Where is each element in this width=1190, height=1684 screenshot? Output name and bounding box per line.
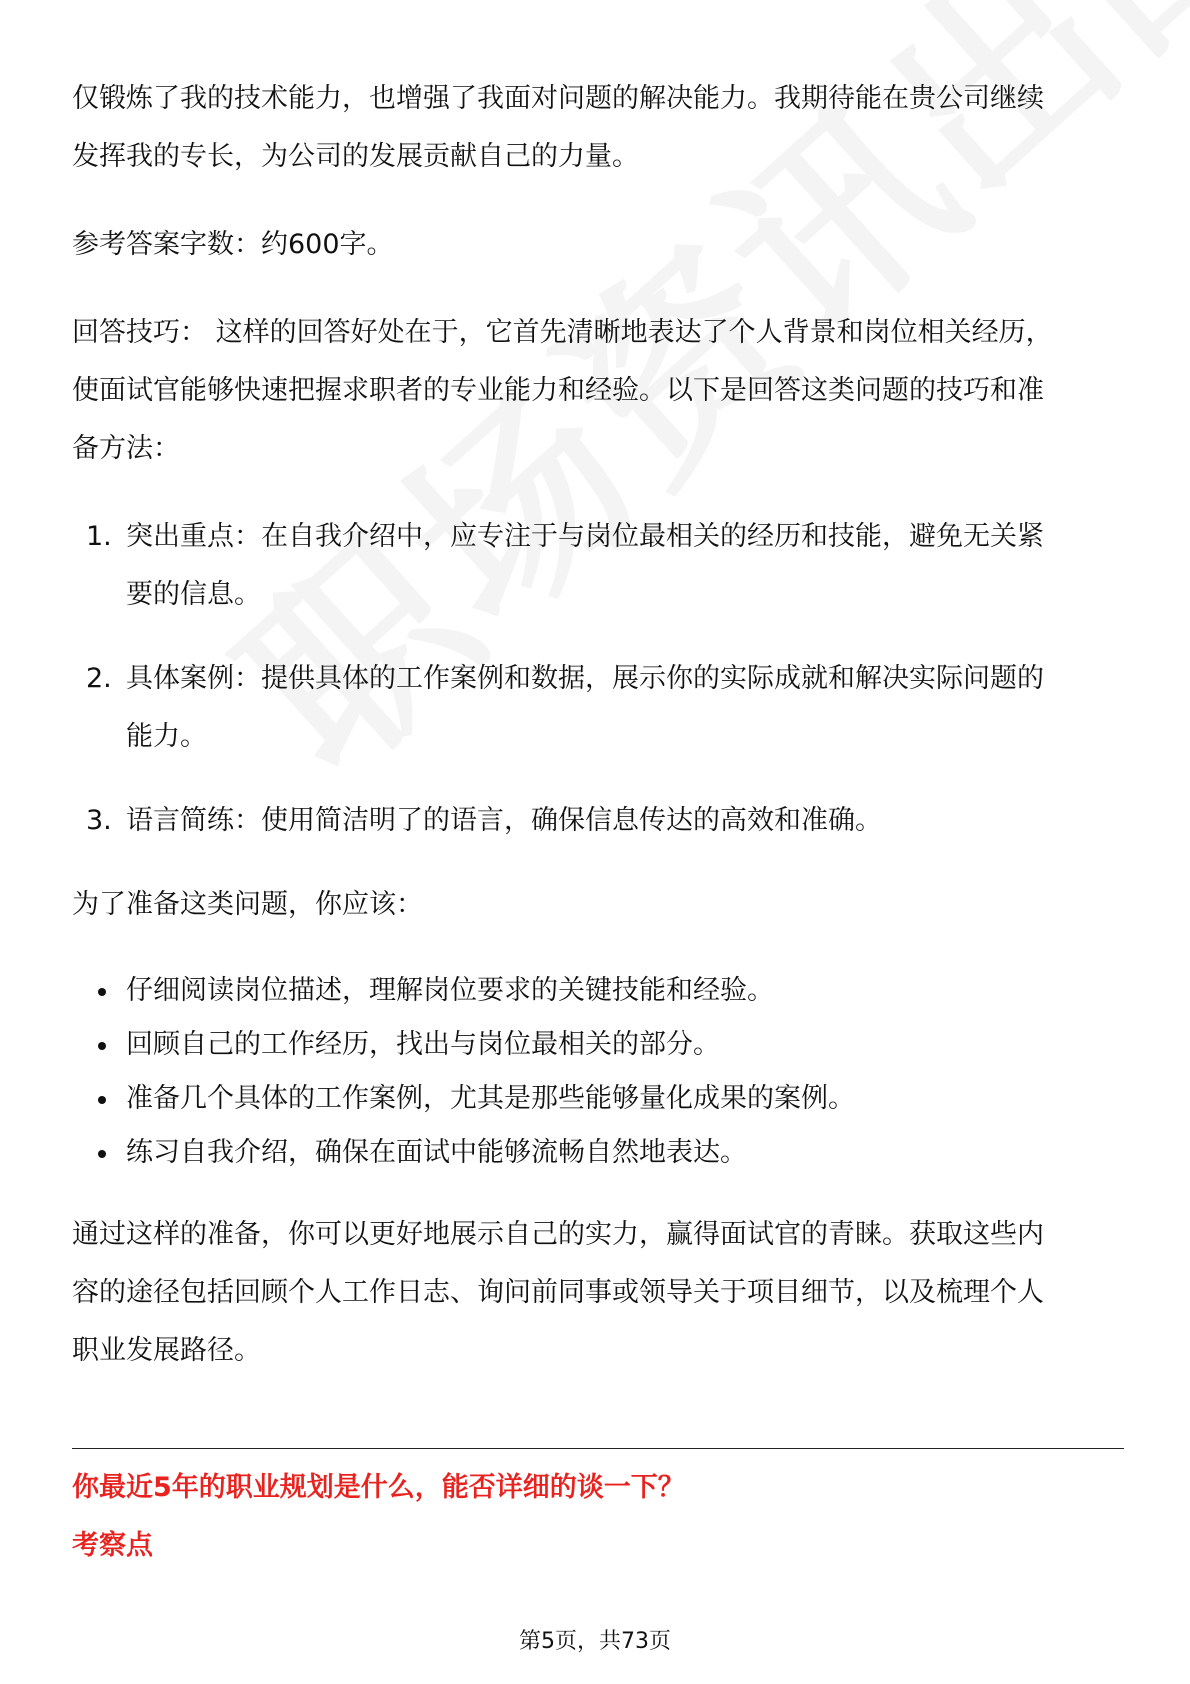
bullet-dot-icon: [98, 1150, 106, 1158]
page-footer: 第5页，共73页: [519, 1629, 671, 1654]
bullet-item: [72, 1018, 1132, 1072]
next-question-subtitle: 考察点: [72, 1530, 153, 1561]
item-number: 1.: [86, 521, 112, 552]
bullet-dot-icon: [98, 988, 106, 996]
numbered-list: [72, 508, 1132, 850]
item-line-1: 语言简练：使用简洁明了的语言，确保信息传达的高效和准确。: [126, 805, 882, 836]
bullet-dot-icon: [98, 1042, 106, 1050]
item-number: 3.: [86, 805, 112, 836]
tips-line-2: 使面试官能够快速把握求职者的专业能力和经验。以下是回答这类问题的技巧和准: [72, 375, 1044, 406]
numbered-item: [72, 650, 1132, 766]
item-line-1: 具体案例：提供具体的工作案例和数据，展示你的实际成就和解决实际问题的: [126, 663, 1044, 694]
bullet-item: [72, 964, 1132, 1018]
numbered-item: [72, 508, 1132, 624]
tips-line-1: 回答技巧： 这样的回答好处在于，它首先清晰地表达了个人背景和岗位相关经历，: [72, 317, 1053, 348]
bullet-item: [72, 1072, 1132, 1126]
section-divider: [72, 1448, 1124, 1449]
bullet-dot-icon: [98, 1096, 106, 1104]
document-body: [72, 70, 1132, 1380]
item-line-2: 要的信息。: [126, 579, 261, 610]
bullet-text: 准备几个具体的工作案例，尤其是那些能够量化成果的案例。: [126, 1083, 855, 1114]
conclusion-line-3: 职业发展路径。: [72, 1335, 261, 1366]
word-count: 参考答案字数：约600字。: [72, 229, 394, 260]
bullet-text: 练习自我介绍，确保在面试中能够流畅自然地表达。: [126, 1137, 747, 1168]
bullet-text: 仔细阅读岗位描述，理解岗位要求的关键技能和经验。: [126, 975, 774, 1006]
bullet-text: 回顾自己的工作经历，找出与岗位最相关的部分。: [126, 1029, 720, 1060]
item-number: 2.: [86, 663, 112, 694]
bullet-item: [72, 1126, 1132, 1180]
bullet-list: [72, 964, 1132, 1180]
next-question-title: 你最近5年的职业规划是什么，能否详细的谈一下？: [72, 1472, 685, 1503]
tips-line-3: 备方法：: [72, 433, 180, 464]
intro-line-2: 发挥我的专长，为公司的发展贡献自己的力量。: [72, 141, 639, 172]
conclusion-line-2: 容的途径包括回顾个人工作日志、询问前同事或领导关于项目细节，以及梳理个人: [72, 1277, 1044, 1308]
item-line-2: 能力。: [126, 721, 207, 752]
conclusion-line-1: 通过这样的准备，你可以更好地展示自己的实力，赢得面试官的青睐。获取这些内: [72, 1219, 1044, 1250]
item-line-1: 突出重点：在自我介绍中，应专注于与岗位最相关的经历和技能，避免无关紧: [126, 521, 1044, 552]
numbered-item: [72, 792, 1132, 850]
intro-line-1: 仅锻炼了我的技术能力，也增强了我面对问题的解决能力。我期待能在贵公司继续: [72, 83, 1044, 114]
prepare-heading: 为了准备这类问题，你应该：: [72, 889, 423, 920]
